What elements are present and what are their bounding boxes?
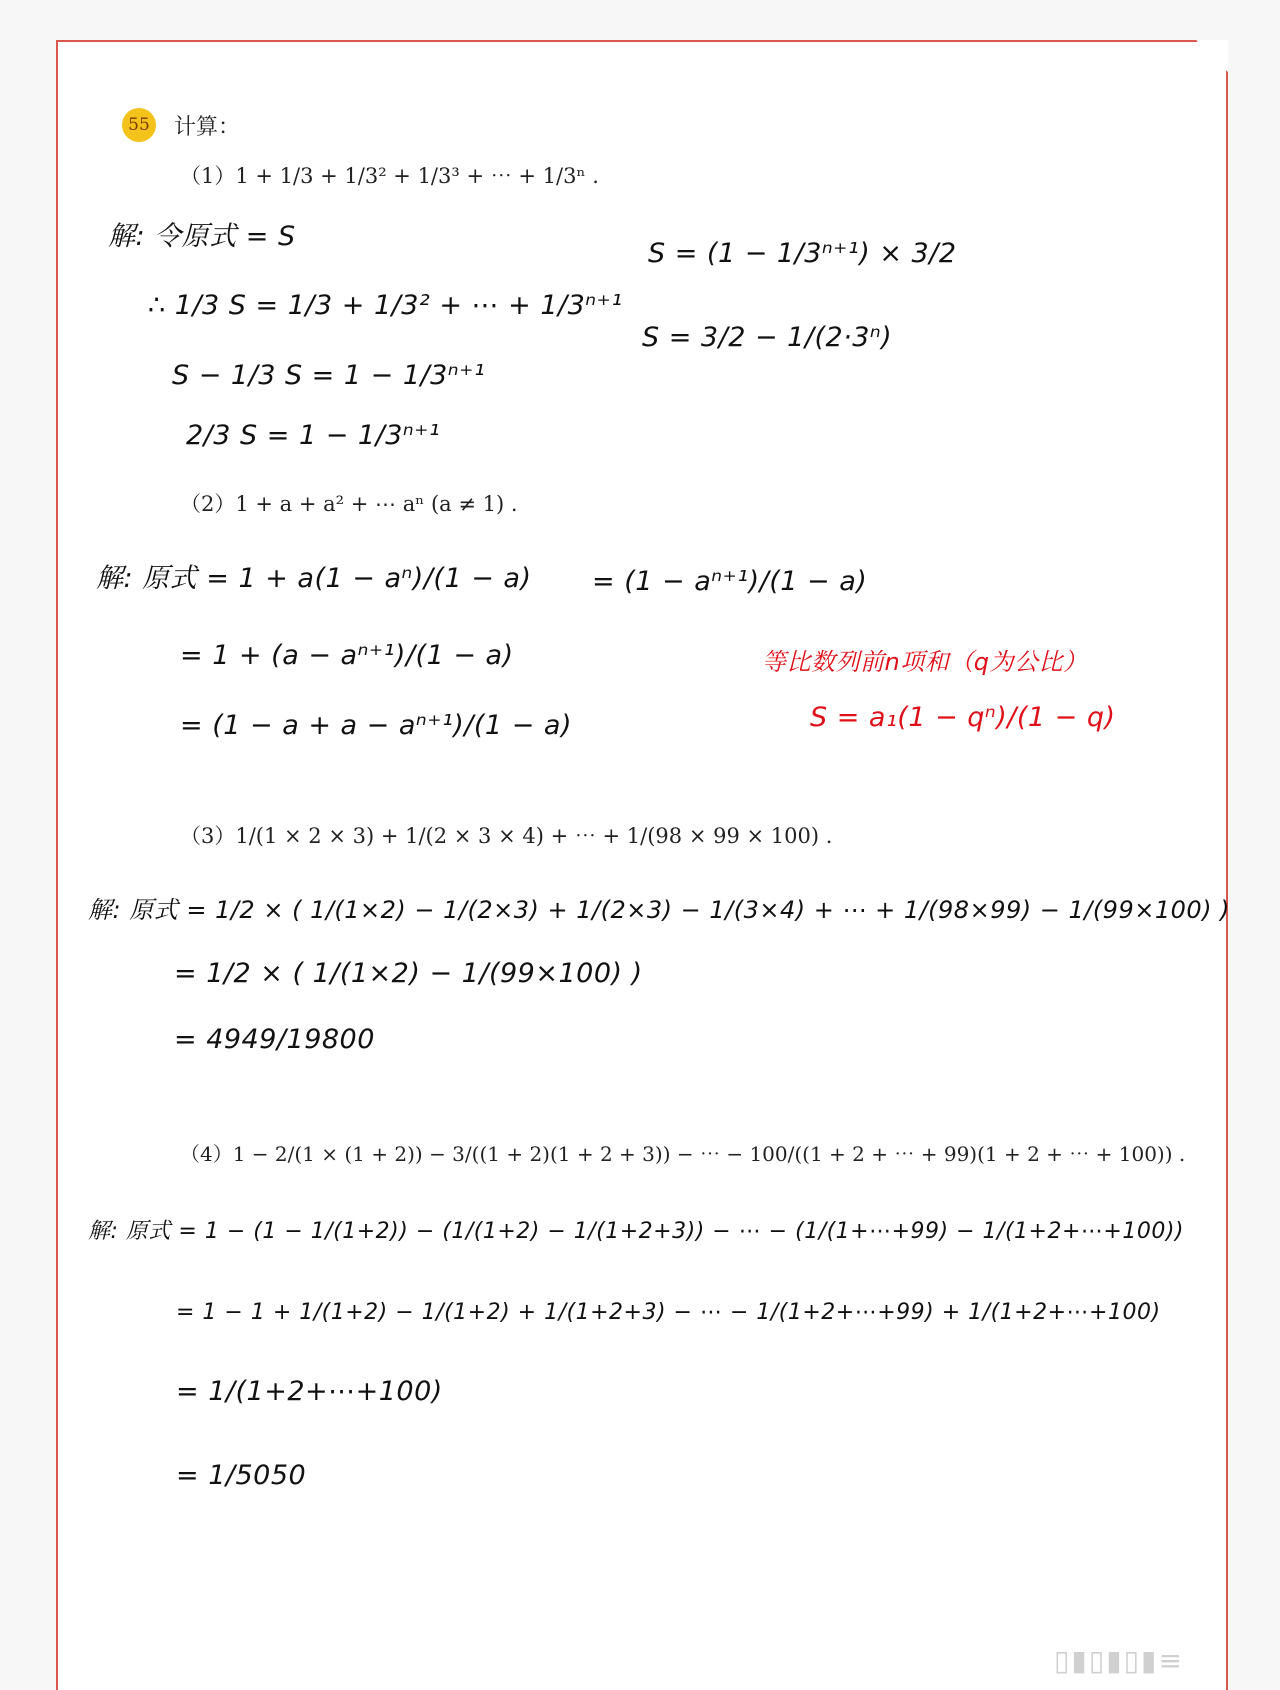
solution-1-right-2: S = 3/2 − 1/(2·3ⁿ) — [642, 322, 893, 353]
solution-4-line-1: 解: 原式 = 1 − (1 − 1/(1+2)) − (1/(1+2) − 1/(1+2+3)) − ⋯ − (1/(1+⋯+99) − 1/(1+2+⋯+100)) — [88, 1219, 1184, 1244]
problem-number-badge: 55 — [122, 108, 156, 142]
geometric-series-formula: S = a₁(1 − qⁿ)/(1 − q) — [810, 702, 1116, 733]
question-4: （4）1 − 2/(1 × (1 + 2)) − 3/((1 + 2)(1 + 2 + 3)) − ⋯ − 100/((1 + 2 + ⋯ + 99)(1 + 2 + ⋯ + 100)) . — [180, 1142, 1186, 1166]
question-1: （1）1 + 1/3 + 1/3² + 1/3³ + ⋯ + 1/3ⁿ . — [180, 164, 599, 188]
solution-4-line-2: = 1 − 1 + 1/(1+2) − 1/(1+2) + 1/(1+2+3) − ⋯ − 1/(1+2+⋯+99) + 1/(1+2+⋯+100) — [176, 1300, 1161, 1325]
geometric-series-note: 等比数列前n项和（q为公比） — [762, 648, 1088, 676]
solution-4-line-3: = 1/(1+2+⋯+100) — [176, 1376, 443, 1407]
solution-1-line-3: S − 1/3 S = 1 − 1/3ⁿ⁺¹ — [172, 360, 486, 391]
solution-3-line-1: 解: 原式 = 1/2 × ( 1/(1×2) − 1/(2×3) + 1/(2×3) − 1/(3×4) + ⋯ + 1/(98×99) − 1/(99×100) ) — [88, 896, 1230, 924]
solution-1-line-4: 2/3 S = 1 − 1/3ⁿ⁺¹ — [186, 420, 441, 451]
solution-1-line-2: ∴ 1/3 S = 1/3 + 1/3² + ⋯ + 1/3ⁿ⁺¹ — [148, 290, 623, 321]
solution-2-result: = (1 − aⁿ⁺¹)/(1 − a) — [592, 566, 868, 597]
worksheet-page — [56, 40, 1228, 1690]
solution-2-line-1: 解: 原式 = 1 + a(1 − aⁿ)/(1 − a) — [96, 563, 532, 594]
question-3: （3）1/(1 × 2 × 3) + 1/(2 × 3 × 4) + ⋯ + 1/(98 × 99 × 100) . — [180, 824, 833, 848]
solution-1-right-1: S = (1 − 1/3ⁿ⁺¹) × 3/2 — [648, 238, 957, 269]
solution-4-line-4: = 1/5050 — [176, 1460, 307, 1491]
problem-title: 计算： — [174, 115, 241, 140]
folded-corner — [1184, 40, 1228, 84]
solution-2-line-2: = 1 + (a − aⁿ⁺¹)/(1 − a) — [180, 640, 514, 671]
solution-2-line-3: = (1 − a + a − aⁿ⁺¹)/(1 − a) — [180, 710, 572, 741]
solution-1-line-1: 解: 令原式 = S — [108, 221, 296, 252]
watermark: ▯▮▯▮▯▮≡ — [1054, 1644, 1184, 1677]
question-2: （2）1 + a + a² + ⋯ aⁿ (a ≠ 1) . — [180, 492, 518, 516]
solution-3-line-2: = 1/2 × ( 1/(1×2) − 1/(99×100) ) — [174, 958, 643, 989]
solution-3-line-3: = 4949/19800 — [174, 1024, 375, 1055]
